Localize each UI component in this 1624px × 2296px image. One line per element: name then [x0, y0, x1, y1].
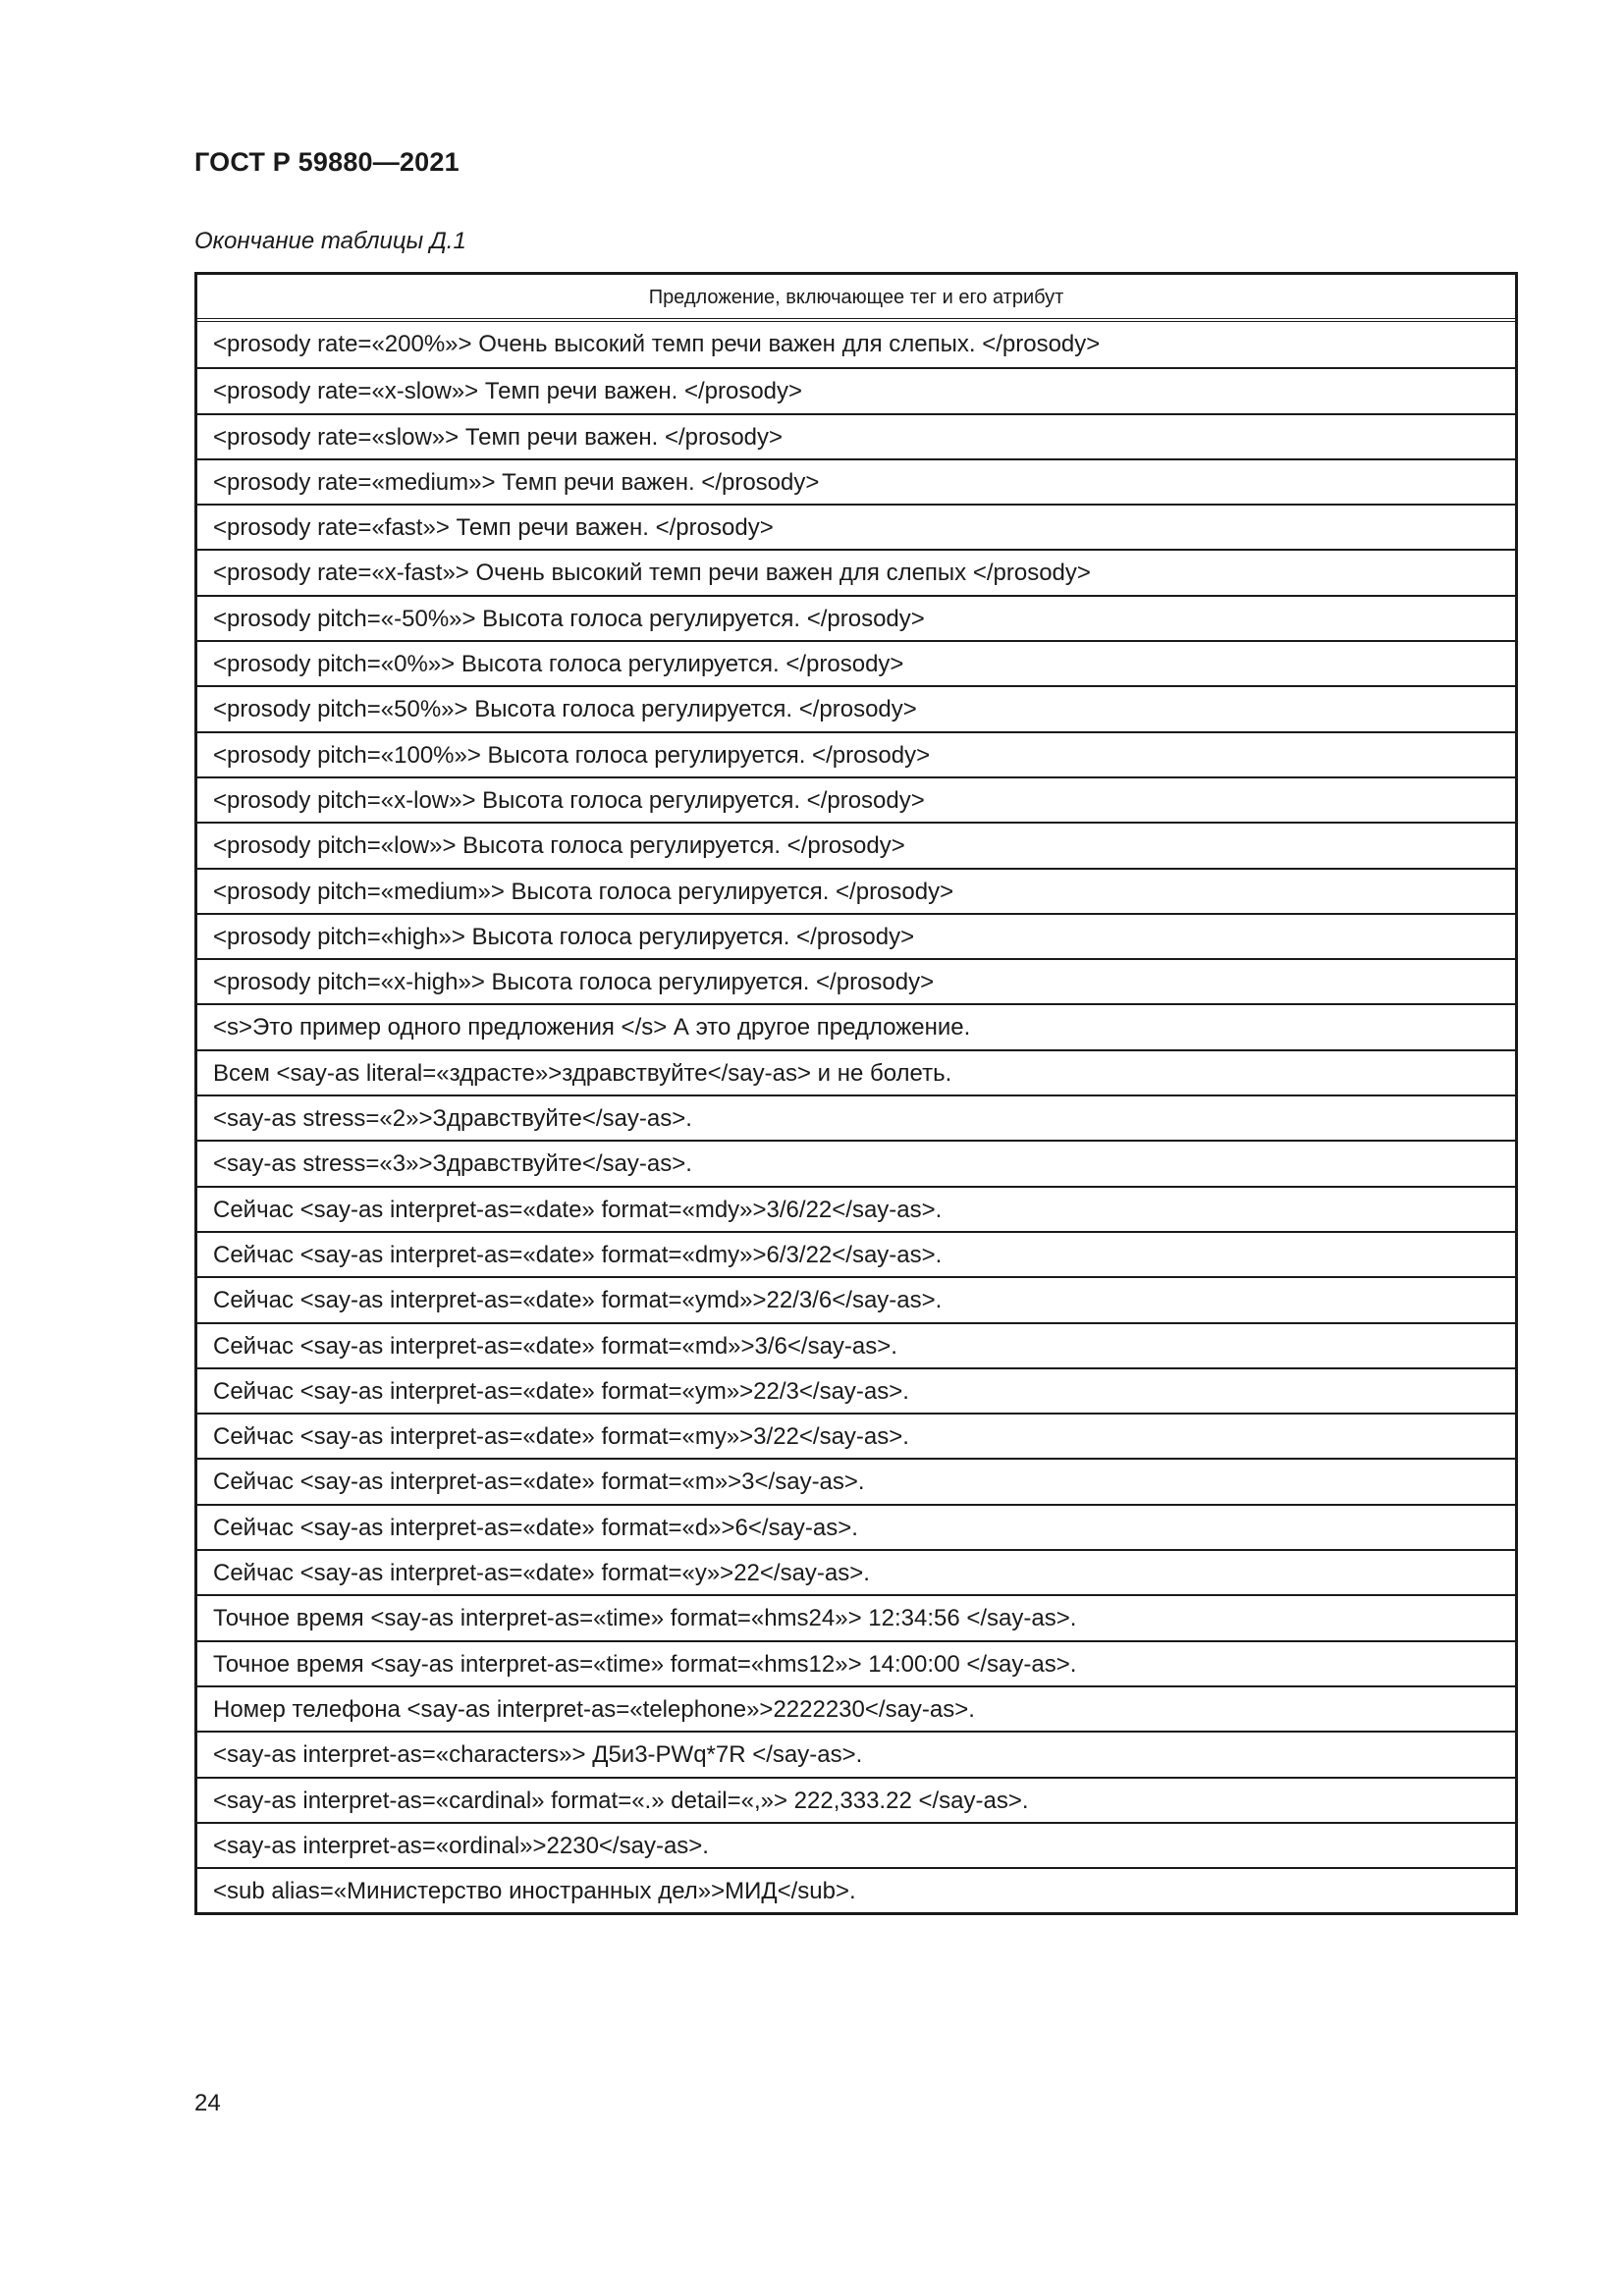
page-number: 24	[194, 2090, 221, 2116]
table-row: <prosody rate=«x-fast»> Очень высокий темп речи важен для слепых </prosody>	[197, 549, 1515, 594]
table-row: <prosody rate=«medium»> Темп речи важен. </prosody>	[197, 458, 1515, 504]
table-row: Сейчас <say-as interpret-as=«date» format=«md»>3/6</say-as>.	[197, 1322, 1515, 1367]
table-row: <prosody rate=«fast»> Темп речи важен. </prosody>	[197, 504, 1515, 549]
table-row: <prosody pitch=«0%»> Высота голоса регулируется. </prosody>	[197, 640, 1515, 685]
table-row: <say-as interpret-as=«ordinal»>2230</say-as>.	[197, 1822, 1515, 1867]
table-row: <prosody rate=«slow»> Темп речи важен. </prosody>	[197, 413, 1515, 458]
table-row: <prosody pitch=«low»> Высота голоса регулируется. </prosody>	[197, 822, 1515, 867]
table-row: <s>Это пример одного предложения </s> А это другое предложение.	[197, 1003, 1515, 1048]
table-row: <prosody pitch=«50%»> Высота голоса регулируется. </prosody>	[197, 685, 1515, 730]
table	[194, 272, 1518, 1915]
table-row: <prosody pitch=«x-high»> Высота голоса регулируется. </prosody>	[197, 958, 1515, 1003]
table-row: <prosody pitch=«100%»> Высота голоса регулируется. </prosody>	[197, 731, 1515, 776]
table-row: Сейчас <say-as interpret-as=«date» format=«ym»>22/3</say-as>.	[197, 1367, 1515, 1413]
table-row: <prosody rate=«x-slow»> Темп речи важен. </prosody>	[197, 367, 1515, 412]
table-row: Сейчас <say-as interpret-as=«date» format=«m»>3</say-as>.	[197, 1458, 1515, 1503]
table-row: <say-as stress=«2»>Здравствуйте</say-as>.	[197, 1095, 1515, 1140]
table-row: Сейчас <say-as interpret-as=«date» format=«ymd»>22/3/6</say-as>.	[197, 1276, 1515, 1321]
document-code: ГОСТ Р 59880—2021	[194, 147, 460, 177]
table-row: <say-as interpret-as=«cardinal» format=«.» detail=«,»> 222,333.22 </say-as>.	[197, 1777, 1515, 1822]
table-row: <say-as interpret-as=«characters»> Д5и3-PWq*7R </say-as>.	[197, 1731, 1515, 1776]
table-row: Всем <say-as literal=«здрасте»>здравствуйте</say-as> и не болеть.	[197, 1049, 1515, 1095]
table-row: <prosody pitch=«-50%»> Высота голоса регулируется. </prosody>	[197, 595, 1515, 640]
table-row: <sub alias=«Министерство иностранных дел»>МИД</sub>.	[197, 1867, 1515, 1912]
table-row: Сейчас <say-as interpret-as=«date» format=«mdy»>3/6/22</say-as>.	[197, 1186, 1515, 1231]
table-row: <say-as stress=«3»>Здравствуйте</say-as>.	[197, 1140, 1515, 1185]
table-row: Сейчас <say-as interpret-as=«date» format=«d»>6</say-as>.	[197, 1504, 1515, 1549]
table-row: <prosody pitch=«medium»> Высота голоса регулируется. </prosody>	[197, 868, 1515, 913]
table-row: Точное время <say-as interpret-as=«time» format=«hms24»> 12:34:56 </say-as>.	[197, 1594, 1515, 1639]
table-column-header: Предложение, включающее тег и его атрибут	[197, 275, 1515, 322]
table-row: Сейчас <say-as interpret-as=«date» format=«dmy»>6/3/22</say-as>.	[197, 1231, 1515, 1276]
table-row: Точное время <say-as interpret-as=«time» format=«hms12»> 14:00:00 </say-as>.	[197, 1640, 1515, 1685]
table-row: Сейчас <say-as interpret-as=«date» format=«y»>22</say-as>.	[197, 1549, 1515, 1594]
table-row: <prosody pitch=«x-low»> Высота голоса регулируется. </prosody>	[197, 776, 1515, 822]
table-row: Сейчас <say-as interpret-as=«date» format=«my»>3/22</say-as>.	[197, 1413, 1515, 1458]
table-caption: Окончание таблицы Д.1	[194, 228, 466, 254]
table-row: <prosody pitch=«high»> Высота голоса регулируется. </prosody>	[197, 913, 1515, 958]
table-row: Номер телефона <say-as interpret-as=«telephone»>2222230</say-as>.	[197, 1685, 1515, 1731]
table-row: <prosody rate=«200%»> Очень высокий темп речи важен для слепых. </prosody>	[213, 331, 1101, 357]
table-body	[197, 322, 1515, 1912]
